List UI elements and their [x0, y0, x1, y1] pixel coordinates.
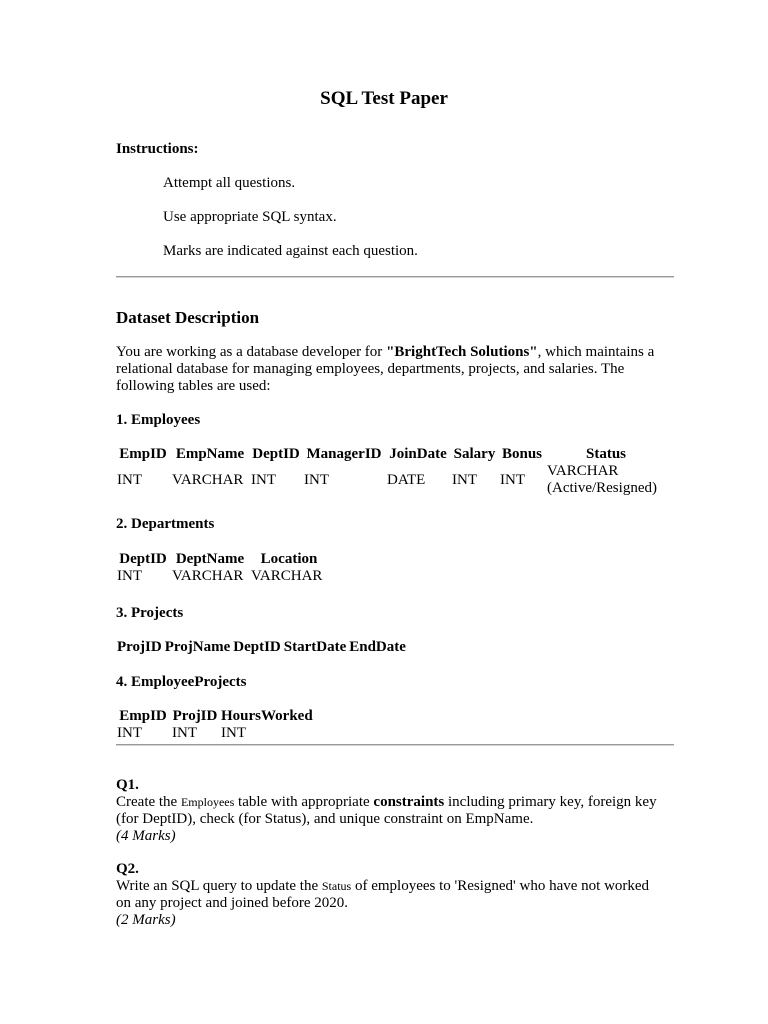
column-header: ProjID	[172, 708, 218, 724]
inline-code: Employees	[180, 795, 235, 809]
type-cell: INT	[304, 471, 329, 488]
inline-code: Status	[321, 879, 352, 893]
column-header: ProjName	[164, 639, 231, 655]
column-header: DeptID	[252, 446, 300, 462]
type-cell: INT	[172, 725, 197, 741]
instruction-item: Attempt all questions.	[163, 175, 296, 191]
type-cell: INT	[117, 471, 142, 488]
column-header: StartDate	[283, 639, 347, 655]
type-cell: DATE	[387, 471, 426, 488]
type-cell: INT	[221, 725, 246, 741]
type-cell: INT	[251, 471, 276, 488]
horizontal-divider	[116, 276, 674, 278]
question-text-part: table with appropriate	[234, 794, 374, 810]
schema-header-row	[116, 639, 408, 656]
column-header: Salary	[453, 446, 496, 462]
column-header: DeptID	[119, 551, 167, 567]
schema-header-row	[116, 551, 329, 568]
column-header: Location	[260, 551, 318, 567]
dataset-heading: Dataset Description	[116, 308, 260, 327]
departments-schema-table	[116, 551, 329, 585]
table-heading-projects: 3. Projects	[116, 605, 184, 621]
question-marks: (2 Marks)	[116, 912, 176, 928]
type-cell: VARCHAR (Active/Resigned)	[547, 463, 657, 496]
column-header: HoursWorked	[221, 708, 313, 724]
column-header: DeptID	[233, 639, 281, 655]
type-cell: INT	[452, 471, 477, 488]
intro-text: You are working as a database developer for	[116, 344, 387, 360]
type-cell: INT	[117, 568, 142, 584]
question-text-part: Write an SQL query to update the	[116, 878, 322, 894]
horizontal-divider	[116, 744, 674, 746]
question-2	[116, 861, 661, 929]
schema-type-row	[116, 463, 667, 497]
employees-schema-table	[116, 446, 667, 497]
column-header: JoinDate	[389, 446, 447, 462]
intro-text: , which maintains a relational database for managing employees, departments, projects, and salaries. The following tables are used:	[116, 344, 655, 394]
question-text-part: Create the	[116, 794, 181, 810]
schema-type-row	[116, 725, 315, 742]
question-1	[116, 777, 661, 845]
question-text-part: of employees to 'Resigned' who have not worked on any project and joined before 2020.	[116, 878, 650, 911]
instruction-item: Use appropriate SQL syntax.	[163, 209, 337, 225]
type-cell: INT	[500, 471, 525, 488]
type-cell: VARCHAR	[172, 471, 244, 488]
question-label: Q2.	[116, 861, 139, 877]
company-name: "BrightTech Solutions"	[386, 344, 538, 360]
column-header: DeptName	[175, 551, 245, 567]
employeeprojects-schema-table	[116, 708, 315, 742]
column-header: EmpName	[175, 446, 245, 462]
column-header: EmpID	[119, 708, 167, 724]
column-header: Bonus	[501, 446, 543, 462]
schema-header-row	[116, 708, 315, 725]
schema-type-row	[116, 568, 329, 585]
schema-header-row	[116, 446, 667, 463]
column-header: ManagerID	[306, 446, 382, 462]
column-header: Status	[585, 446, 626, 462]
table-heading-departments: 2. Departments	[116, 516, 215, 532]
question-text	[116, 794, 661, 828]
table-heading-employeeprojects: 4. EmployeeProjects	[116, 674, 247, 690]
instructions-heading: Instructions:	[116, 141, 199, 157]
column-header: EmpID	[119, 446, 167, 462]
column-header: EndDate	[349, 639, 406, 655]
type-cell: VARCHAR	[172, 568, 244, 584]
question-text	[116, 878, 661, 912]
type-cell: INT	[117, 725, 142, 741]
dataset-intro	[116, 344, 661, 395]
page-title: SQL Test Paper	[320, 88, 448, 109]
instruction-item: Marks are indicated against each question.	[163, 243, 418, 259]
table-heading-employees: 1. Employees	[116, 412, 201, 428]
question-label: Q1.	[116, 777, 139, 793]
column-header: ProjID	[117, 639, 162, 655]
question-text-part: including primary key, foreign key (for DeptID), check (for Status), and unique constraint on EmpName.	[116, 794, 657, 827]
emphasis: constraints	[373, 794, 445, 810]
type-cell: VARCHAR	[251, 568, 323, 584]
projects-schema-table	[116, 639, 408, 656]
question-marks: (4 Marks)	[116, 828, 176, 844]
